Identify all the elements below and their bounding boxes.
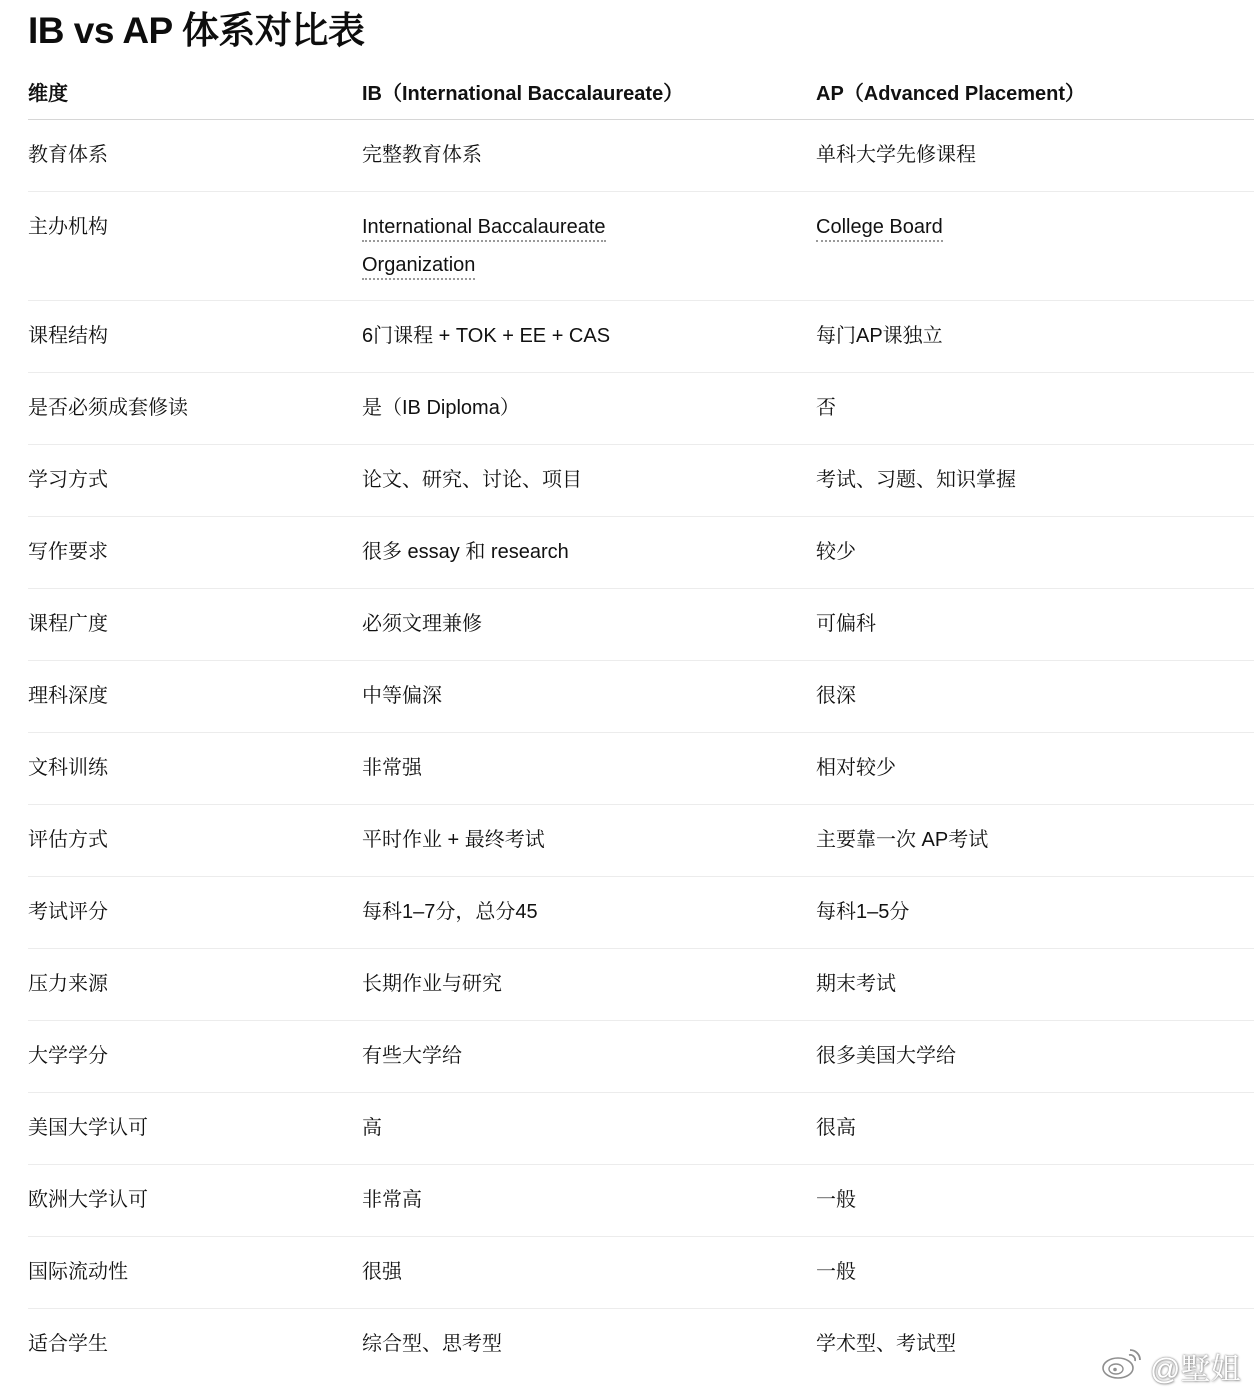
cell-ib: 必须文理兼修 bbox=[362, 613, 482, 635]
table-row bbox=[28, 949, 1254, 1021]
table-row bbox=[28, 445, 1254, 517]
cell-ib bbox=[362, 192, 816, 284]
cell-ap: 主要靠一次 AP考试 bbox=[816, 829, 989, 851]
cell-ib: 很多 essay 和 research bbox=[362, 541, 569, 563]
comparison-table bbox=[28, 70, 1254, 1380]
table-row bbox=[28, 192, 1254, 301]
cell-ib: 长期作业与研究 bbox=[362, 973, 502, 995]
cell-ib: 平时作业 + 最终考试 bbox=[362, 829, 545, 851]
cell-ib: 高 bbox=[362, 1117, 382, 1139]
table-header-row bbox=[28, 70, 1254, 120]
cell-ap: 每门AP课独立 bbox=[816, 325, 943, 347]
cell-ib: 是（IB Diploma） bbox=[362, 397, 520, 419]
cell-dimension: 教育体系 bbox=[28, 144, 108, 166]
cell-dimension: 主办机构 bbox=[28, 216, 108, 238]
cell-ib: 论文、研究、讨论、项目 bbox=[362, 469, 582, 491]
table-row bbox=[28, 733, 1254, 805]
cell-dimension: 美国大学认可 bbox=[28, 1117, 148, 1139]
college-board-link[interactable]: College Board bbox=[816, 216, 943, 242]
cell-dimension: 课程结构 bbox=[28, 325, 108, 347]
cell-ib: 完整教育体系 bbox=[362, 144, 482, 166]
cell-dimension: 评估方式 bbox=[28, 829, 108, 851]
table-row bbox=[28, 301, 1254, 373]
cell-dimension: 适合学生 bbox=[28, 1333, 108, 1355]
table-row bbox=[28, 373, 1254, 445]
watermark-text: @墅姐 bbox=[1150, 1353, 1241, 1386]
table-row bbox=[28, 1093, 1254, 1165]
ib-organization-link-continued[interactable]: Organization bbox=[362, 254, 475, 280]
cell-ap: 很深 bbox=[816, 685, 856, 707]
cell-dimension: 考试评分 bbox=[28, 901, 108, 923]
cell-ib: 每科1–7分，总分45 bbox=[362, 901, 538, 923]
cell-ap: 一般 bbox=[816, 1261, 856, 1283]
cell-ap: 较少 bbox=[816, 541, 856, 563]
cell-ap bbox=[816, 192, 1254, 246]
ib-organization-link[interactable]: International Baccalaureate bbox=[362, 216, 606, 242]
cell-dimension: 课程广度 bbox=[28, 613, 108, 635]
column-header-ap: AP（Advanced Placement） bbox=[816, 83, 1085, 105]
table-row bbox=[28, 805, 1254, 877]
page-title: IB vs AP 体系对比表 bbox=[28, 10, 365, 51]
cell-ib: 综合型、思考型 bbox=[362, 1333, 502, 1355]
table-row bbox=[28, 517, 1254, 589]
table-row bbox=[28, 661, 1254, 733]
table-row bbox=[28, 120, 1254, 192]
cell-ap: 期末考试 bbox=[816, 973, 896, 995]
table-row bbox=[28, 1309, 1254, 1380]
cell-ap: 每科1–5分 bbox=[816, 901, 910, 923]
column-header-ib: IB（International Baccalaureate） bbox=[362, 83, 684, 105]
cell-ap: 单科大学先修课程 bbox=[816, 144, 976, 166]
cell-ib: 有些大学给 bbox=[362, 1045, 462, 1067]
weibo-watermark bbox=[1100, 1344, 1240, 1388]
cell-ap: 相对较少 bbox=[816, 757, 896, 779]
cell-dimension: 写作要求 bbox=[28, 541, 108, 563]
table-row bbox=[28, 1165, 1254, 1237]
cell-ap: 学术型、考试型 bbox=[816, 1333, 956, 1355]
weibo-icon bbox=[1100, 1344, 1146, 1388]
table-row bbox=[28, 877, 1254, 949]
cell-ib: 非常高 bbox=[362, 1189, 422, 1211]
cell-dimension: 国际流动性 bbox=[28, 1261, 128, 1283]
cell-dimension: 压力来源 bbox=[28, 973, 108, 995]
cell-ib: 很强 bbox=[362, 1261, 402, 1283]
table-row bbox=[28, 1021, 1254, 1093]
cell-dimension: 文科训练 bbox=[28, 757, 108, 779]
cell-ib: 非常强 bbox=[362, 757, 422, 779]
cell-ap: 考试、习题、知识掌握 bbox=[816, 469, 1016, 491]
cell-ap: 一般 bbox=[816, 1189, 856, 1211]
table-row bbox=[28, 589, 1254, 661]
cell-ap: 很高 bbox=[816, 1117, 856, 1139]
cell-dimension: 学习方式 bbox=[28, 469, 108, 491]
cell-ap: 很多美国大学给 bbox=[816, 1045, 956, 1067]
cell-dimension: 理科深度 bbox=[28, 685, 108, 707]
column-header-dimension: 维度 bbox=[28, 83, 68, 105]
cell-dimension: 欧洲大学认可 bbox=[28, 1189, 148, 1211]
cell-dimension: 大学学分 bbox=[28, 1045, 108, 1067]
cell-ib: 中等偏深 bbox=[362, 685, 442, 707]
cell-ap: 可偏科 bbox=[816, 613, 876, 635]
cell-ap: 否 bbox=[816, 397, 836, 419]
cell-ib: 6门课程 + TOK + EE + CAS bbox=[362, 325, 611, 347]
table-row bbox=[28, 1237, 1254, 1309]
cell-dimension: 是否必须成套修读 bbox=[28, 397, 188, 419]
